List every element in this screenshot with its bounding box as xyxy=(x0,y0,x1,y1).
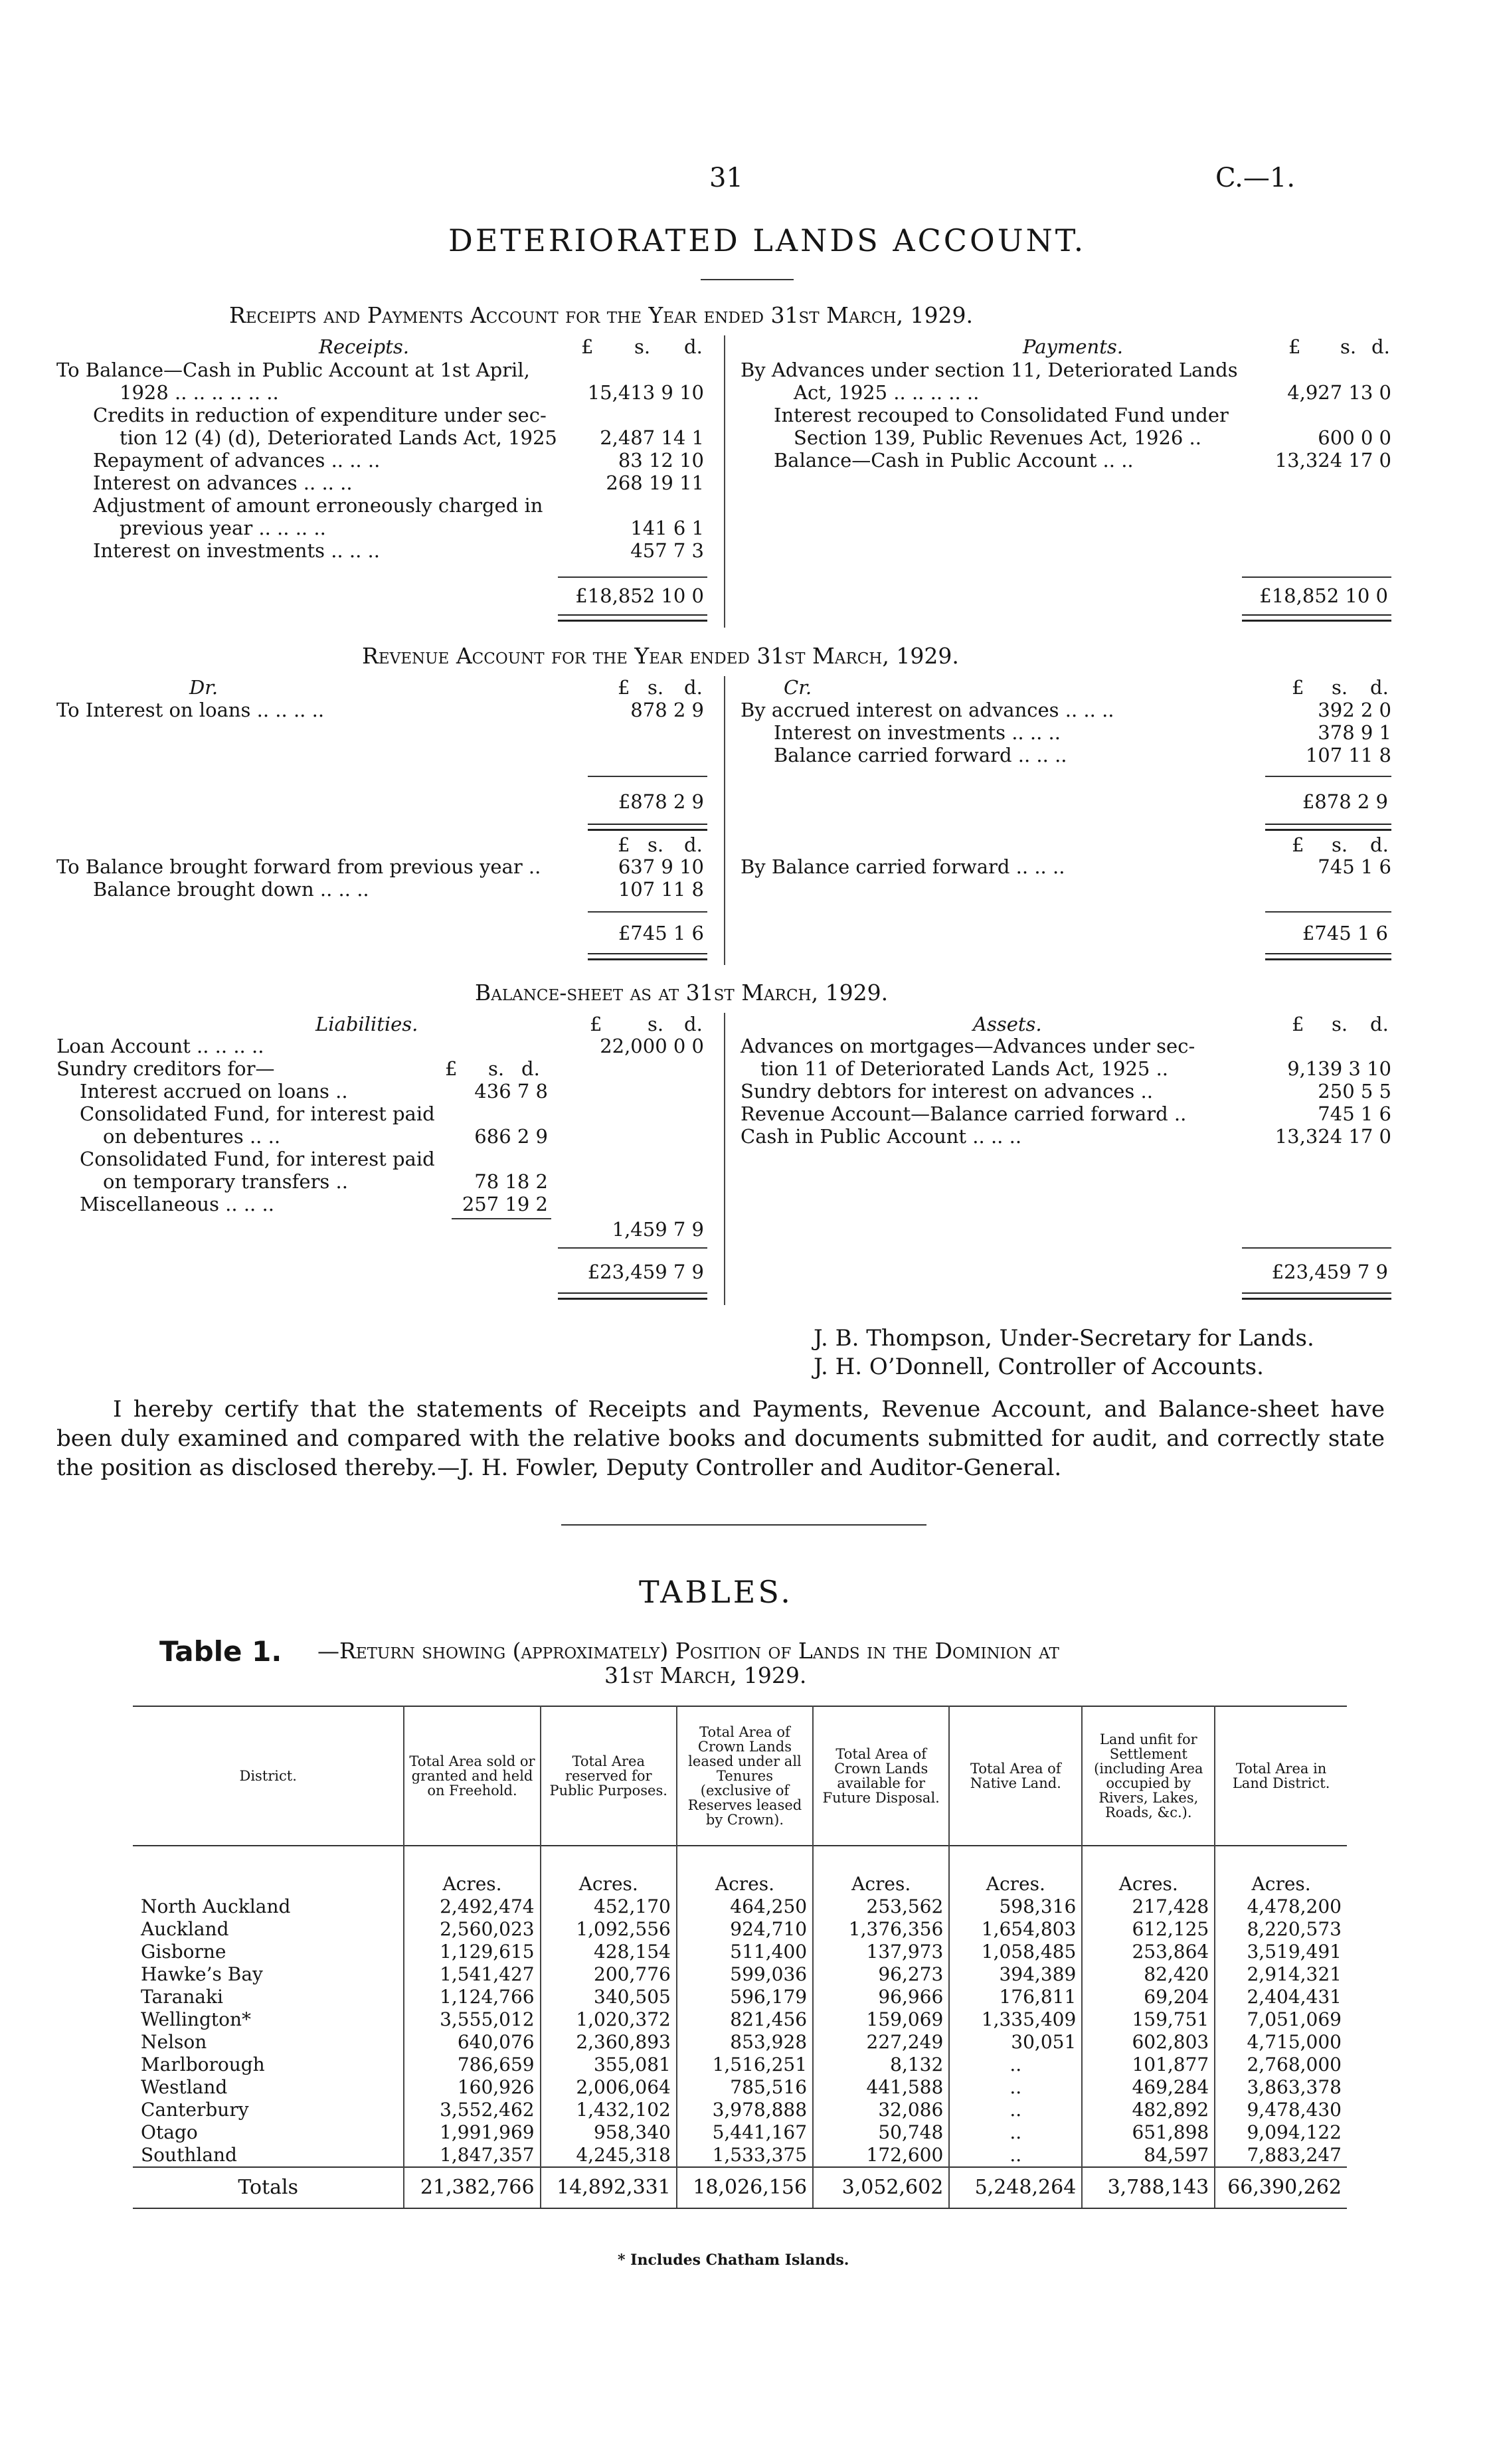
table-cell: 958,340 xyxy=(541,2121,677,2144)
table-cell: 452,170 xyxy=(541,1895,677,1918)
table-cell: 1,058,485 xyxy=(949,1941,1082,1963)
table-cell: 200,776 xyxy=(541,1963,677,1986)
table-cell: 227,249 xyxy=(813,2031,949,2054)
table-cell: 21,382,766 xyxy=(404,2167,540,2208)
table-cell: 1,432,102 xyxy=(541,2099,677,2121)
receipt-line: previous year .. .. .. .. 141 6 1 xyxy=(120,517,704,539)
rule xyxy=(1265,911,1391,913)
dr2-shilling-header: s. xyxy=(648,834,664,856)
dr-shilling-header: s. xyxy=(648,676,664,699)
cr2-pence-header: d. xyxy=(1370,834,1389,856)
table-cell: 4,478,200 xyxy=(1247,1895,1342,1917)
sundry-pence-header: d. xyxy=(521,1057,540,1080)
cr2-list xyxy=(741,855,1391,878)
signature-odonnell: J. H. O’Donnell, Controller of Accounts. xyxy=(814,1354,1264,1380)
table-row xyxy=(133,2121,1347,2144)
unit-label: Acres. xyxy=(1082,1846,1215,1895)
table-label: Table 1. xyxy=(159,1635,282,1668)
double-rule xyxy=(1242,1292,1391,1300)
receipt-line: Repayment of advances .. .. .. 83 12 10 xyxy=(93,449,704,472)
dr2-pence-header: d. xyxy=(684,834,703,856)
payments-shilling-header: s. xyxy=(1340,335,1357,358)
asset-line: Cash in Public Account .. .. .. 13,324 17 0 xyxy=(741,1125,1391,1148)
rule xyxy=(558,1247,707,1249)
table-caption-line1: —Return showing (approximately) Position of Lands in the Dominion at xyxy=(317,1638,1059,1664)
receipt-line: Credits in reduction of expenditure under sec- xyxy=(93,404,547,426)
cr-total: £878 2 9 xyxy=(1302,790,1388,813)
table-cell: 821,456 xyxy=(677,2008,813,2031)
table-cell: 5,248,264 xyxy=(949,2167,1082,2208)
loan-account-line xyxy=(56,1035,704,1080)
balance-sheet-heading: Balance-sheet as at 31st March, 1929. xyxy=(475,980,889,1006)
receipt-line: 1928 .. .. .. .. .. .. 15,413 9 10 xyxy=(120,381,704,404)
cr-pence-header: d. xyxy=(1370,676,1389,699)
table-cell: 394,389 xyxy=(949,1963,1082,1986)
receipt-line: Adjustment of amount erroneously charged in xyxy=(93,494,543,517)
table-cell: 599,036 xyxy=(677,1963,813,1986)
table-row xyxy=(133,2008,1347,2031)
double-rule xyxy=(1265,953,1391,960)
page-number: 31 xyxy=(709,163,743,193)
currency-pound-header: £ xyxy=(581,335,594,358)
table-cell: 2,560,023 xyxy=(404,1918,540,1941)
district-name: Otago xyxy=(133,2121,404,2144)
table-cell: 3,863,378 xyxy=(1247,2076,1342,2098)
column-header-district: District. xyxy=(133,1706,404,1846)
assets-pence-header: d. xyxy=(1370,1013,1389,1035)
receipts-total: £18,852 10 0 xyxy=(575,584,704,607)
double-rule xyxy=(1242,614,1391,622)
receipt-line: Interest on investments .. .. .. 457 7 3 xyxy=(93,539,704,562)
table-row xyxy=(133,1963,1347,1986)
revenue-heading: Revenue Account for the Year ended 31st March, 1929. xyxy=(362,643,959,669)
rule xyxy=(588,911,707,913)
table-cell: 355,081 xyxy=(541,2054,677,2076)
bs-pound-header: £ xyxy=(590,1013,602,1035)
liability-line: Loan Account .. .. .. .. 22,000 0 0 xyxy=(56,1035,704,1057)
double-rule xyxy=(588,824,707,831)
table-cell: 482,892 xyxy=(1082,2099,1215,2121)
table-footnote: * Includes Chatham Islands. xyxy=(618,2251,849,2269)
table-cell: 612,125 xyxy=(1082,1918,1215,1941)
unit-label: Acres. xyxy=(1251,1873,1311,1895)
table-cell: 96,273 xyxy=(813,1963,949,1986)
payments-pence-header: d. xyxy=(1371,335,1390,358)
page-title: DETERIORATED LANDS ACCOUNT. xyxy=(448,222,1087,258)
lands-table xyxy=(133,1706,1347,2209)
table-row xyxy=(133,2076,1347,2099)
asset-line: tion 11 of Deteriorated Lands Act, 1925 .. 9,139 3 10 xyxy=(760,1057,1391,1080)
column-divider xyxy=(724,335,725,628)
payment-line: Section 139, Public Revenues Act, 1926 .. 600 0 0 xyxy=(794,426,1391,449)
table-cell: 428,154 xyxy=(541,1941,677,1963)
asset-line: Sundry debtors for interest on advances .. 250 5 5 xyxy=(741,1080,1391,1102)
bs-pence-header: d. xyxy=(684,1013,703,1035)
column-divider xyxy=(724,1013,725,1305)
sundry-line: Miscellaneous .. .. .. 257 19 2 xyxy=(80,1193,548,1215)
table-cell: 159,069 xyxy=(813,2008,949,2031)
table-cell: 5,441,167 xyxy=(677,2121,813,2144)
table-cell: 441,588 xyxy=(813,2076,949,2099)
district-name: Westland xyxy=(133,2076,404,2099)
dr-pence-header: d. xyxy=(684,676,703,699)
table-cell: 602,803 xyxy=(1082,2031,1215,2054)
sundry-line: Consolidated Fund, for interest paid xyxy=(80,1102,435,1125)
table-cell: 82,420 xyxy=(1082,1963,1215,1986)
table-cell: 340,505 xyxy=(541,1986,677,2008)
cr-line: By accrued interest on advances .. .. .. 392 2 0 xyxy=(741,699,1391,721)
table-cell: 3,555,012 xyxy=(404,2008,540,2031)
rule xyxy=(558,576,707,578)
table-cell: 101,877 xyxy=(1082,2054,1215,2076)
table-cell: 7,051,069 xyxy=(1247,2008,1342,2030)
table-cell: 1,847,357 xyxy=(404,2144,540,2167)
totals-label: Totals xyxy=(133,2167,404,2208)
column-header-crown-leased: Total Area of Crown Lands leased under all Tenures (exclusive of Reserves leased by Crown). xyxy=(677,1706,813,1846)
table-cell: 1,516,251 xyxy=(677,2054,813,2076)
table-cell: 1,541,427 xyxy=(404,1963,540,1986)
table-cell: 14,892,331 xyxy=(541,2167,677,2208)
table-cell: 3,788,143 xyxy=(1082,2167,1215,2208)
table-cell: 3,552,462 xyxy=(404,2099,540,2121)
receipts-list xyxy=(56,359,704,562)
table-cell: 2,006,064 xyxy=(541,2076,677,2099)
dr2-total: £745 1 6 xyxy=(618,922,704,944)
table-cell: 9,094,122 xyxy=(1247,2121,1342,2143)
district-name: Nelson xyxy=(133,2031,404,2054)
district-name: Wellington* xyxy=(133,2008,404,2031)
assets-pound-header: £ xyxy=(1292,1013,1304,1035)
column-header-freehold: Total Area sold or granted and held on Freehold. xyxy=(404,1706,540,1846)
table-cell: .. xyxy=(949,2144,1082,2167)
dr2-line: Balance brought down .. .. .. 107 11 8 xyxy=(93,878,704,901)
dr-total: £878 2 9 xyxy=(618,790,704,813)
column-header-native-land: Total Area of Native Land. xyxy=(949,1706,1082,1846)
table-cell: 9,478,430 xyxy=(1247,2099,1342,2121)
table-cell: 8,132 xyxy=(813,2054,949,2076)
table-cell: 651,898 xyxy=(1082,2121,1215,2144)
unit-label: Acres. xyxy=(541,1846,677,1895)
table-cell: 2,360,893 xyxy=(541,2031,677,2054)
dr2-list xyxy=(56,855,704,901)
dr-pound-header: £ xyxy=(618,676,630,699)
table-cell: 598,316 xyxy=(949,1895,1082,1918)
table-cell: 1,092,556 xyxy=(541,1918,677,1941)
payments-total: £18,852 10 0 xyxy=(1259,584,1388,607)
audit-certificate: I hereby certify that the statements of Receipts and Payments, Revenue Account, and Balance-sheet have been duly examined and compared with the relative books and documents submitted for audit, and correctly state the position as disclosed thereby.—J. H. Fowler, Deputy Controller and Auditor-General. xyxy=(56,1396,1385,1481)
table-cell: 253,864 xyxy=(1082,1941,1215,1963)
district-name: Gisborne xyxy=(133,1941,404,1963)
table-cell: 84,597 xyxy=(1082,2144,1215,2167)
table-caption-line2: 31st March, 1929. xyxy=(604,1662,807,1688)
table-body xyxy=(133,1846,1347,1895)
table-row xyxy=(133,1986,1347,2008)
unit-label: Acres. xyxy=(677,1846,813,1895)
table-cell: 3,978,888 xyxy=(677,2099,813,2121)
column-header-crown-available: Total Area of Crown Lands available for Future Disposal. xyxy=(813,1706,949,1846)
table-cell: 4,245,318 xyxy=(541,2144,677,2167)
cr-shilling-header: s. xyxy=(1332,676,1348,699)
table-cell: 96,966 xyxy=(813,1986,949,2008)
district-name: North Auckland xyxy=(133,1895,404,1918)
table-cell: 1,533,375 xyxy=(677,2144,813,2167)
table-cell: 1,991,969 xyxy=(404,2121,540,2144)
table-cell: 30,051 xyxy=(949,2031,1082,2054)
table-cell: 253,562 xyxy=(813,1895,949,1918)
table-cell: 4,715,000 xyxy=(1247,2031,1342,2053)
table-cell: 1,335,409 xyxy=(949,2008,1082,2031)
table-cell: 7,883,247 xyxy=(1247,2144,1342,2166)
table-cell: 69,204 xyxy=(1082,1986,1215,2008)
bs-shilling-header: s. xyxy=(648,1013,664,1035)
cr2-pound-header: £ xyxy=(1292,834,1304,856)
currency-pence-header: d. xyxy=(684,335,703,358)
table-cell: 8,220,573 xyxy=(1247,1918,1342,1940)
assets-shilling-header: s. xyxy=(1332,1013,1348,1035)
dr-list xyxy=(56,699,704,721)
table-cell: 50,748 xyxy=(813,2121,949,2144)
receipts-payments-heading: Receipts and Payments Account for the Year ended 31st March, 1929. xyxy=(229,302,973,328)
table-cell: 1,124,766 xyxy=(404,1986,540,2008)
district-name: Canterbury xyxy=(133,2099,404,2121)
assets-list xyxy=(741,1035,1391,1148)
sundry-shilling-header: s. xyxy=(488,1057,505,1080)
document-reference: C.—1. xyxy=(1215,163,1296,193)
district-name: Marlborough xyxy=(133,2054,404,2076)
column-header-total-area: Total Area in Land District. xyxy=(1232,1761,1330,1791)
table-row xyxy=(133,2031,1347,2054)
liabilities-total: £23,459 7 9 xyxy=(587,1261,704,1283)
rule xyxy=(588,776,707,777)
cr2-total: £745 1 6 xyxy=(1302,922,1388,944)
district-rows xyxy=(133,1895,1347,2167)
sundry-line: on temporary transfers .. 78 18 2 xyxy=(103,1170,548,1193)
payment-line: Act, 1925 .. .. .. .. .. 4,927 13 0 xyxy=(794,381,1391,404)
sundry-pound-header: £ xyxy=(445,1057,458,1080)
table-cell: 2,404,431 xyxy=(1247,1986,1342,2008)
payment-line: Balance—Cash in Public Account .. .. 13,324 17 0 xyxy=(774,449,1391,472)
table-cell: 2,914,321 xyxy=(1247,1963,1342,1985)
cr-line: Interest on investments .. .. .. 378 9 1 xyxy=(774,721,1391,744)
table-cell: 1,129,615 xyxy=(404,1941,540,1963)
double-rule xyxy=(588,953,707,960)
divider xyxy=(561,1524,926,1526)
rule xyxy=(1265,776,1391,777)
column-header-reserved: Total Area reserved for Public Purposes. xyxy=(541,1706,677,1846)
assets-total: £23,459 7 9 xyxy=(1271,1261,1388,1283)
sundry-creditors-list xyxy=(80,1080,548,1215)
table-cell: 469,284 xyxy=(1082,2076,1215,2099)
cr-line: Balance carried forward .. .. .. 107 11 8 xyxy=(774,744,1391,766)
table-cell: 2,768,000 xyxy=(1247,2054,1342,2075)
sundry-line: Consolidated Fund, for interest paid xyxy=(80,1148,435,1170)
assets-label: Assets. xyxy=(973,1013,1042,1035)
payments-list xyxy=(741,359,1391,472)
table-cell: .. xyxy=(949,2054,1082,2076)
receipt-line: tion 12 (4) (d), Deteriorated Lands Act, 1925 2,487 14 1 xyxy=(120,426,704,449)
unit-label: Acres. xyxy=(813,1846,949,1895)
table-cell: 159,751 xyxy=(1082,2008,1215,2031)
table-cell: 3,519,491 xyxy=(1247,1941,1342,1963)
table-cell: 1,376,356 xyxy=(813,1918,949,1941)
double-rule xyxy=(558,614,707,622)
sundry-total: 1,459 7 9 xyxy=(612,1218,704,1241)
totals-row xyxy=(133,2167,1347,2208)
dr2-pound-header: £ xyxy=(618,834,630,856)
currency-shilling-header: s. xyxy=(634,335,651,358)
table-cell: 217,428 xyxy=(1082,1895,1215,1918)
table-cell: 3,052,602 xyxy=(813,2167,949,2208)
district-name: Taranaki xyxy=(133,1986,404,2008)
rule xyxy=(1242,576,1391,578)
table-row xyxy=(133,1918,1347,1941)
table-cell: 640,076 xyxy=(404,2031,540,2054)
district-name: Hawke’s Bay xyxy=(133,1963,404,1986)
table-cell: 1,654,803 xyxy=(949,1918,1082,1941)
table-cell: 176,811 xyxy=(949,1986,1082,2008)
table-cell: 924,710 xyxy=(677,1918,813,1941)
sundry-creditors-label: Sundry creditors for— £ s. d. xyxy=(56,1057,540,1080)
table-cell: .. xyxy=(949,2121,1082,2144)
rule xyxy=(452,1218,551,1219)
table-cell: 137,973 xyxy=(813,1941,949,1963)
units-row xyxy=(133,1846,1347,1895)
payment-line: Interest recouped to Consolidated Fund under xyxy=(774,404,1229,426)
table-cell: 160,926 xyxy=(404,2076,540,2099)
district-name: Auckland xyxy=(133,1918,404,1941)
unit-label: Acres. xyxy=(949,1846,1082,1895)
table-cell: 786,659 xyxy=(404,2054,540,2076)
rule xyxy=(1242,1247,1391,1249)
district-name: Southland xyxy=(133,2144,404,2167)
table-row xyxy=(133,1941,1347,1963)
dr-line: To Interest on loans .. .. .. .. 878 2 9 xyxy=(56,699,704,721)
table-cell: 1,020,372 xyxy=(541,2008,677,2031)
cr-list xyxy=(741,699,1391,766)
divider xyxy=(701,279,794,280)
payments-label: Payments. xyxy=(1023,335,1123,358)
dr2-line: To Balance brought forward from previous year .. 637 9 10 xyxy=(56,855,704,878)
unit-label: Acres. xyxy=(404,1846,540,1895)
cr2-line: By Balance carried forward .. .. .. 745 1 6 xyxy=(741,855,1391,878)
receipt-line: Interest on advances .. .. .. 268 19 11 xyxy=(93,472,704,494)
table-cell: 853,928 xyxy=(677,2031,813,2054)
cr-label: Cr. xyxy=(784,676,812,699)
table-cell: 66,390,262 xyxy=(1215,2167,1347,2208)
liabilities-label: Liabilities. xyxy=(315,1013,418,1035)
table-cell: 2,492,474 xyxy=(404,1895,540,1918)
tables-heading: TABLES. xyxy=(639,1574,793,1610)
column-divider xyxy=(724,676,725,965)
payments-pound-header: £ xyxy=(1288,335,1301,358)
cr-pound-header: £ xyxy=(1292,676,1304,699)
table-cell: 511,400 xyxy=(677,1941,813,1963)
dr-label: Dr. xyxy=(189,676,219,699)
sundry-line: Interest accrued on loans .. 436 7 8 xyxy=(80,1080,548,1102)
payment-line: By Advances under section 11, Deteriorated Lands xyxy=(741,359,1238,381)
double-rule xyxy=(558,1292,707,1300)
signature-thompson: J. B. Thompson, Under-Secretary for Lands. xyxy=(814,1325,1314,1352)
table-row xyxy=(133,1895,1347,1918)
double-rule xyxy=(1265,824,1391,831)
asset-line: Advances on mortgages—Advances under sec- xyxy=(741,1035,1195,1057)
table-cell: 172,600 xyxy=(813,2144,949,2167)
table-cell: 596,179 xyxy=(677,1986,813,2008)
table-cell: 18,026,156 xyxy=(677,2167,813,2208)
receipts-label: Receipts. xyxy=(319,335,409,358)
table-row xyxy=(133,2054,1347,2076)
column-header-land-unfit: Land unfit for Settlement (including Area occupied by Rivers, Lakes, Roads, &c.). xyxy=(1082,1706,1215,1846)
receipt-line: To Balance—Cash in Public Account at 1st April, xyxy=(56,359,530,381)
table-row xyxy=(133,2099,1347,2121)
cr2-shilling-header: s. xyxy=(1332,834,1348,856)
table-cell: 464,250 xyxy=(677,1895,813,1918)
asset-line: Revenue Account—Balance carried forward .. 745 1 6 xyxy=(741,1102,1391,1125)
table-row xyxy=(133,2144,1347,2167)
table-cell: .. xyxy=(949,2076,1082,2099)
table-header-row xyxy=(133,1706,1347,1846)
sundry-line: on debentures .. .. 686 2 9 xyxy=(103,1125,548,1148)
table-cell: 785,516 xyxy=(677,2076,813,2099)
table-cell: .. xyxy=(949,2099,1082,2121)
table-cell: 32,086 xyxy=(813,2099,949,2121)
